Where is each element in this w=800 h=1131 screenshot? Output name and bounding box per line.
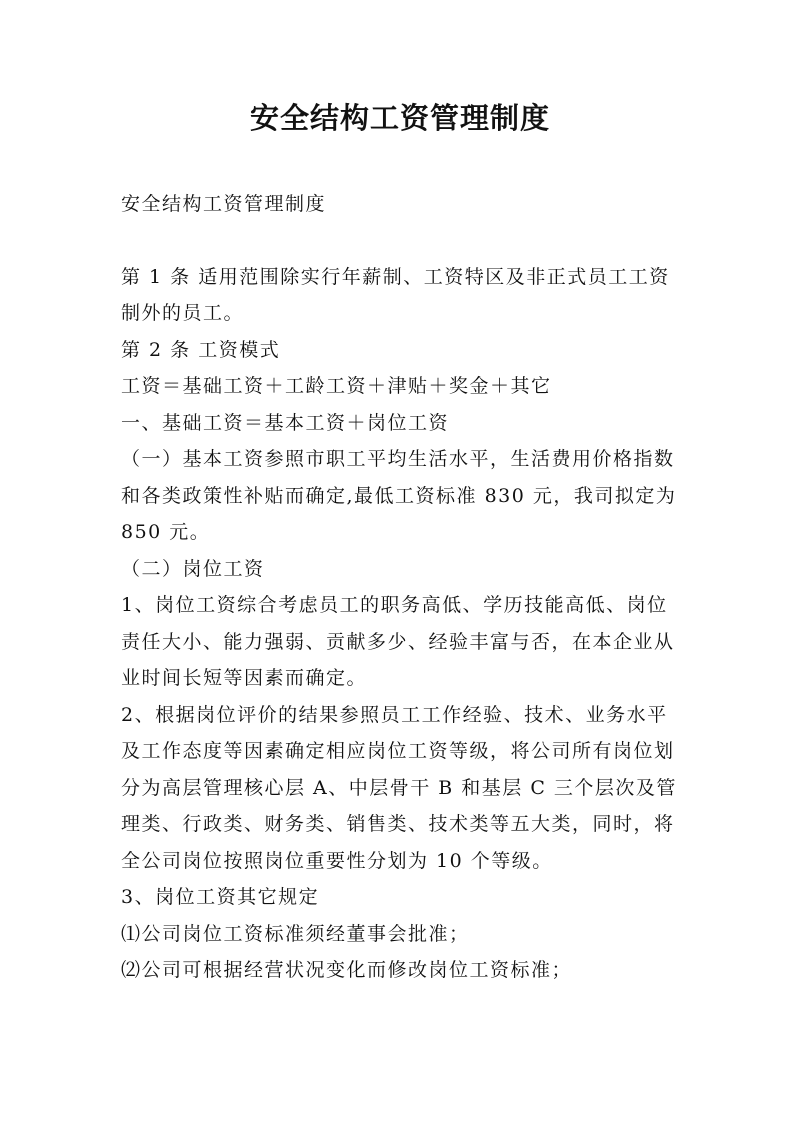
document-subtitle: 安全结构工资管理制度 <box>121 193 327 215</box>
paragraph-wage-formula: 工资＝基础工资＋工龄工资＋津贴＋奖金＋其它 <box>121 375 552 397</box>
document-body <box>121 186 681 989</box>
paragraph-position-wage-heading: （二）岗位工资 <box>121 557 265 580</box>
paragraph-article-1: 第 1 条 适用范围除实行年薪制、工资特区及非正式员工工资制外的员工。 <box>121 265 670 324</box>
paragraph-position-wage-2: 2、根据岗位评价的结果参照员工工作经验、技术、业务水平及工作态度等因素确定相应岗位工资等级，将公司所有岗位划分为高层管理核心层 A、中层骨干 B 和基层 C 三个层次及管理类、行政类、财务类、销售类、技术类等五大类，同时，将全公司岗位按照岗位重要性分划为 10 个等级。 <box>121 703 677 872</box>
paragraph-article-2: 第 2 条 工资模式 <box>121 338 281 361</box>
paragraph-rule-2: ⑵公司可根据经营状况变化而修改岗位工资标准； <box>121 959 573 981</box>
paragraph-rule-1: ⑴公司岗位工资标准须经董事会批准； <box>121 922 470 945</box>
paragraph-basic-wage: （一）基本工资参照市职工平均生活水平，生活费用价格指数和各类政策性补贴而确定,最低工资标准 830 元，我司拟定为 850 元。 <box>121 448 677 543</box>
paragraph-position-wage-1: 1、岗位工资综合考虑员工的职务高低、学历技能高低、岗位责任大小、能力强弱、贡献多少、经验丰富与否，在本企业从业时间长短等因素而确定。 <box>121 594 675 689</box>
paragraph-position-wage-3: 3、岗位工资其它规定 <box>121 886 320 908</box>
document-title: 安全结构工资管理制度 <box>249 101 550 135</box>
paragraph-basic-wage-heading: 一、基础工资＝基本工资＋岗位工资 <box>121 411 450 434</box>
